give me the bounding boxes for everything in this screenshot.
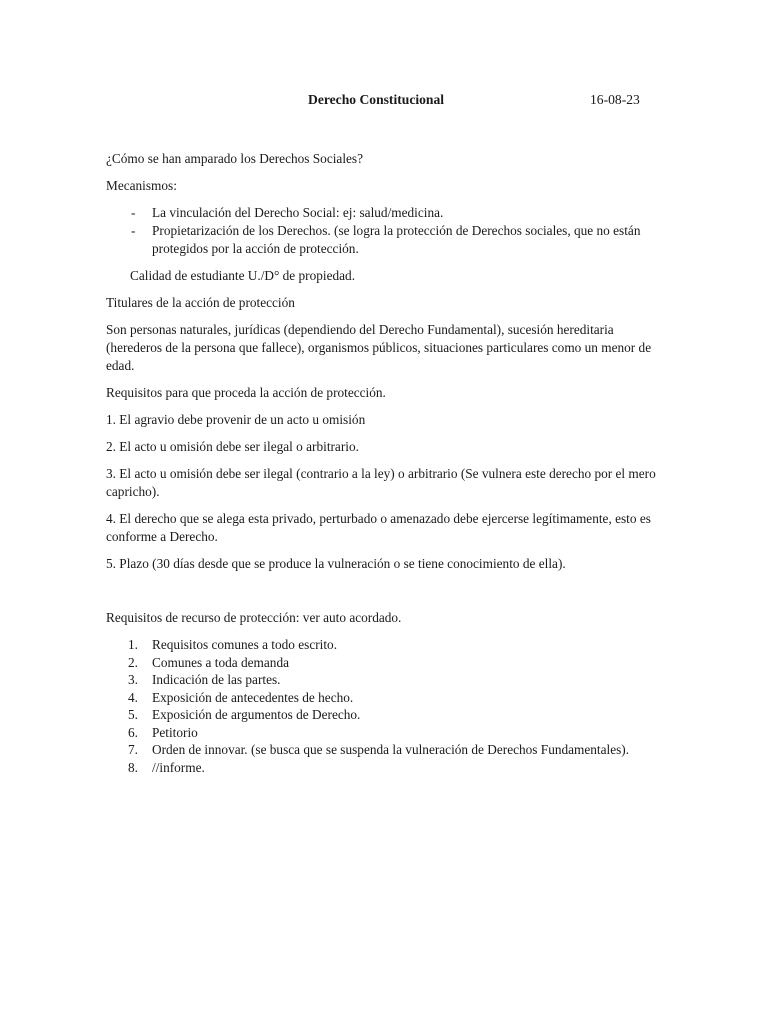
recurso-heading: Requisitos de recurso de protección: ver auto acordado. <box>106 610 402 625</box>
dash-bullet: - <box>131 205 136 220</box>
list-item <box>106 636 658 654</box>
calidad-paragraph: Calidad de estudiante U./D° de propiedad. <box>130 268 356 283</box>
dash-bullet: - <box>131 223 136 238</box>
list-item-text: Comunes a toda demanda <box>152 654 289 670</box>
list-number: 3. <box>128 672 138 687</box>
list-item-text: Orden de innovar. (se busca que se suspenda la vulneración de Derechos Fundamentales). <box>152 742 630 757</box>
list-number: 1. <box>128 637 138 652</box>
question-paragraph: ¿Cómo se han amparado los Derechos Sociales? <box>106 151 363 166</box>
list-number: 8. <box>128 759 138 775</box>
list-item-text: Exposición de antecedentes de hecho. <box>152 689 354 705</box>
list-number: 7. <box>128 742 138 757</box>
list-item-text: Exposición de argumentos de Derecho. <box>152 707 361 722</box>
recurso-list <box>106 636 658 776</box>
list-item-text: Requisitos comunes a todo escrito. <box>152 637 338 652</box>
requisito-item: 4. El derecho que se alega esta privado, perturbado o amenazado debe ejercerse legítimamente, esto es conforme a Derecho. <box>106 511 651 544</box>
list-item <box>106 689 658 707</box>
requisito-item: 5. Plazo (30 días desde que se produce la vulneración o se tiene conocimiento de ella). <box>106 556 566 571</box>
document-body <box>106 150 658 776</box>
list-item <box>106 759 658 777</box>
requisito-item: 1. El agravio debe provenir de un acto u omisión <box>106 412 366 427</box>
document-header <box>106 92 666 112</box>
blank-spacer <box>106 582 658 609</box>
list-item <box>106 741 658 759</box>
requisito-item: 2. El acto u omisión debe ser ilegal o arbitrario. <box>106 439 359 454</box>
list-number: 5. <box>128 707 138 722</box>
list-number: 4. <box>128 689 138 705</box>
list-item <box>106 204 658 222</box>
document-date: 16-08-23 <box>590 92 640 107</box>
list-item-text: La vinculación del Derecho Social: ej: salud/medicina. <box>152 205 444 220</box>
list-item <box>106 222 658 258</box>
mecanismos-list <box>106 204 658 258</box>
list-item-text: Propietarización de los Derechos. (se logra la protección de Derechos sociales, que no están protegidos por la acción de protección. <box>152 223 641 256</box>
list-number: 2. <box>128 654 138 670</box>
list-item <box>106 724 658 742</box>
titulares-heading: Titulares de la acción de protección <box>106 295 295 310</box>
list-item <box>106 654 658 672</box>
list-item <box>106 706 658 724</box>
requisitos-heading: Requisitos para que proceda la acción de protección. <box>106 385 386 400</box>
list-item-text: //informe. <box>152 759 205 775</box>
titulares-paragraph: Son personas naturales, jurídicas (dependiendo del Derecho Fundamental), sucesión hereditaria (herederos de la persona que fallece), organismos públicos, situaciones particulares como un menor de edad. <box>106 322 652 373</box>
list-item-text: Indicación de las partes. <box>152 672 281 687</box>
document-title: Derecho Constitucional <box>308 92 445 107</box>
requisito-item: 3. El acto u omisión debe ser ilegal (contrario a la ley) o arbitrario (Se vulnera este derecho por el mero capricho). <box>106 466 656 499</box>
mecanismos-label: Mecanismos: <box>106 178 177 193</box>
list-item <box>106 671 658 689</box>
list-item-text: Petitorio <box>152 724 198 740</box>
list-number: 6. <box>128 724 138 740</box>
